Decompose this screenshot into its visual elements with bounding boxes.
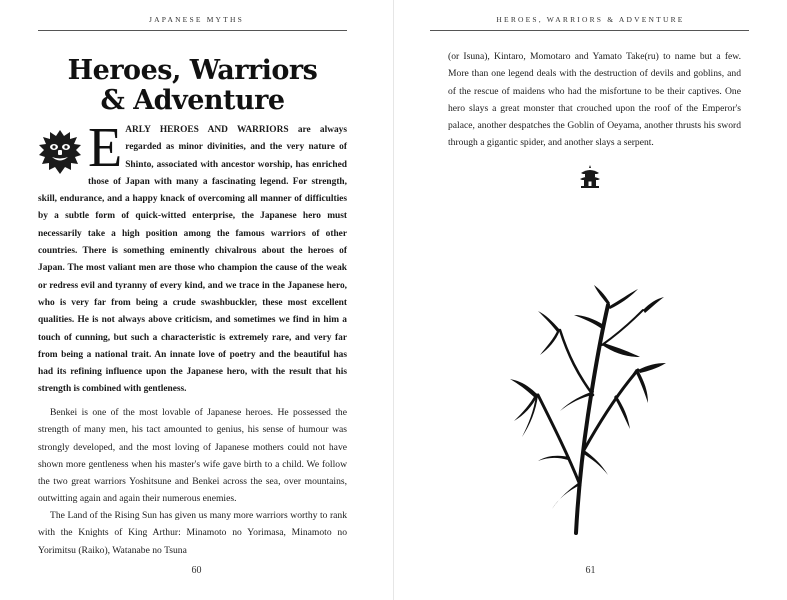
header-rule-left <box>38 30 347 31</box>
running-head-left: JAPANESE MYTHS <box>149 15 244 24</box>
lead-text: are always regarded as minor divinities, and the very nature of Shinto, associated with ancestor worship, has enriched those of Japan with many a fascinating legend. For strength, skill, endurance, and a happy knack of overcoming all manner of difficulties by a subtle form of quick-witted enterprise, the Japanese hero must necessarily take a high position among the famous warriors of other countries. There is something eminently chivalrous about the heroes of Japan. The most valiant men are those who champion the cause of the weak or redress evil and tyranny of every kind, and we trace in the Japanese hero, who is very far from being a crude swashbuckler, these most excellent qualities. He is not always above criticism, and sometimes we find in him a touch of cunning, but such a characteristic is extremely rare, and very far from being a national trait. An innate love of poetry and the beautiful has had its refining influence upon the Japanese hero, with the result that his strength is combined with gentleness. <box>38 125 347 395</box>
drop-cap: E <box>88 117 123 179</box>
lead-paragraph <box>38 117 347 399</box>
right-page <box>394 0 787 600</box>
bamboo-illustration-icon <box>498 285 668 535</box>
header-rule-right <box>430 30 749 31</box>
running-head-right: HEROES, WARRIORS & ADVENTURE <box>496 15 685 24</box>
chapter-title-line2: & Adventure <box>100 85 285 116</box>
paragraph-rising-sun: The Land of the Rising Sun has given us many more warriors worthy to rank with the Knights of King Arthur: Minamoto no Yorimasa, Minamoto no Yorimitsu (Raiko), Watanabe no Tsuna <box>38 510 347 556</box>
lead-caps: ARLY HEROES AND WARRIORS <box>125 125 289 135</box>
paragraph-benkei: Benkei is one of the most lovable of Japanese heroes. He possessed the strength of many men, his tact amounted to genius, his sense of humour was strongly developed, and the most loving of Japanese mothers could not have shown more gentleness when his master's wife gave birth to a child. We follow the two great warriors Yoshitsune and Benkei across the sea, over mountains, outwitting again and again their numerous enemies. <box>38 407 347 505</box>
page-number-right: 61 <box>585 565 596 576</box>
paragraph-continued: (or Isuna), Kintaro, Momotaro and Yamato Take(ru) to name but a few. More than one legend deals with the destruction of devils and goblins, and of the rescue of maidens who had the misfortune to be their captives. One hero slays a great monster that crouched upon the roof of the Emperor's palace, another despatches the Goblin of Oeyama, another thrusts his sword through a gigantic spider, and another slays a serpent. <box>448 51 741 149</box>
chapter-title-line1: Heroes, Warriors <box>67 55 318 86</box>
left-page <box>0 0 393 600</box>
chapter-title <box>38 56 347 116</box>
pagoda-ornament-icon <box>579 165 601 189</box>
page-number-left: 60 <box>191 565 202 576</box>
lion-mask-emblem-icon <box>38 128 82 176</box>
